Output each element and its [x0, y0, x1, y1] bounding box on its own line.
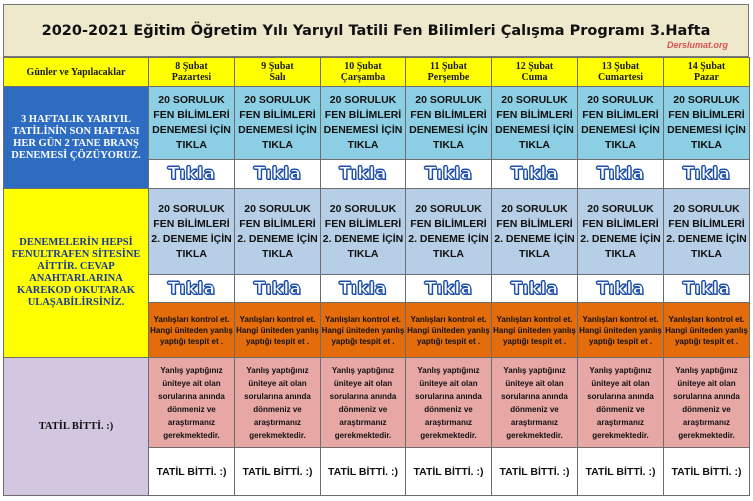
tikla-button[interactable]	[578, 160, 664, 189]
deneme2-link[interactable]: 20 SORULUK FEN BİLİMLERİ 2. DENEME İÇİN TIKLA	[321, 189, 406, 275]
day-header	[406, 58, 492, 87]
tekrar-note: Yanlış yaptığınız üniteye ait olan sorularına anında dönmeniz ve araştırmanız gerekmektedir.	[235, 358, 321, 448]
deneme2-link[interactable]: 20 SORULUK FEN BİLİMLERİ 2. DENEME İÇİN TIKLA	[664, 189, 750, 275]
corner-label: Günler ve Yapılacaklar	[4, 58, 149, 87]
deneme2-link[interactable]: 20 SORULUK FEN BİLİMLERİ 2. DENEME İÇİN TIKLA	[406, 189, 492, 275]
tatil-note: TATİL BİTTİ. :)	[664, 448, 750, 496]
schedule-sheet	[3, 4, 749, 497]
left-note-block3: TATİL BİTTİ. :)	[4, 358, 149, 496]
day-name: Cumartesi	[598, 72, 643, 83]
deneme2-row	[4, 189, 750, 275]
tikla-label: Tıkla	[167, 278, 216, 299]
tekrar-note: Yanlış yaptığınız üniteye ait olan sorularına anında dönmeniz ve araştırmanız gerekmektedir.	[321, 358, 406, 448]
deneme1-link[interactable]: 20 SORULUK FEN BİLİMLERİ DENEMESİ İÇİN TIKLA	[149, 87, 235, 160]
day-date: 12 Şubat	[515, 61, 554, 72]
day-name: Pazartesi	[171, 72, 212, 83]
kontrol-note: Yanlışları kontrol et. Hangi üniteden yanlış yaptığı tespit et .	[406, 303, 492, 358]
tikla-label: Tıkla	[253, 164, 302, 184]
tikla-label: Tıkla	[339, 278, 387, 299]
tatil-note: TATİL BİTTİ. :)	[235, 448, 321, 496]
header-row	[4, 58, 750, 87]
tikla-label: Tıkla	[596, 164, 645, 184]
tikla-button[interactable]	[149, 275, 235, 303]
tikla-label: Tıkla	[167, 164, 216, 184]
day-name: Çarşamba	[340, 72, 386, 83]
deneme1-link[interactable]: 20 SORULUK FEN BİLİMLERİ DENEMESİ İÇİN TIKLA	[406, 87, 492, 160]
kontrol-note: Yanlışları kontrol et. Hangi üniteden yanlış yaptığı tespit et .	[578, 303, 664, 358]
day-name: Perşembe	[427, 72, 470, 83]
deneme1-row	[4, 87, 750, 160]
tekrar-note: Yanlış yaptığınız üniteye ait olan sorularına anında dönmeniz ve araştırmanız gerekmektedir.	[492, 358, 578, 448]
deneme1-link[interactable]: 20 SORULUK FEN BİLİMLERİ DENEMESİ İÇİN TIKLA	[578, 87, 664, 160]
kontrol-note: Yanlışları kontrol et. Hangi üniteden yanlış yaptığı tespit et .	[149, 303, 235, 358]
tikla-label: Tıkla	[339, 164, 387, 184]
page-title	[3, 4, 749, 57]
day-date: 13 Şubat	[601, 61, 640, 72]
tikla-button[interactable]	[492, 160, 578, 189]
left-note-block2: DENEMELERİN HEPSİ FENULTRAFEN SİTESİNE AİTTİR. CEVAP ANAHTARLARINA KAREKOD OKUTARAK ULAŞABİLİRSİNİZ.	[4, 189, 149, 358]
kontrol-note: Yanlışları kontrol et. Hangi üniteden yanlış yaptığı tespit et .	[235, 303, 321, 358]
day-header	[578, 58, 664, 87]
tikla-label: Tıkla	[253, 278, 302, 299]
deneme1-link[interactable]: 20 SORULUK FEN BİLİMLERİ DENEMESİ İÇİN TIKLA	[321, 87, 406, 160]
tikla-label: Tıkla	[510, 164, 559, 184]
tekrar-note: Yanlış yaptığınız üniteye ait olan sorularına anında dönmeniz ve araştırmanız gerekmektedir.	[406, 358, 492, 448]
tekrar-row	[4, 358, 750, 448]
deneme2-link[interactable]: 20 SORULUK FEN BİLİMLERİ 2. DENEME İÇİN TIKLA	[235, 189, 321, 275]
title-text: 2020-2021 Eğitim Öğretim Yılı Yarıyıl Tatili Fen Bilimleri Çalışma Programı 3.Hafta	[41, 22, 711, 39]
tikla-button[interactable]	[492, 275, 578, 303]
tikla-button[interactable]	[664, 160, 750, 189]
tekrar-note: Yanlış yaptığınız üniteye ait olan sorularına anında dönmeniz ve araştırmanız gerekmektedir.	[578, 358, 664, 448]
tikla-button[interactable]	[664, 275, 750, 303]
deneme2-link[interactable]: 20 SORULUK FEN BİLİMLERİ 2. DENEME İÇİN TIKLA	[492, 189, 578, 275]
tikla-button[interactable]	[321, 160, 406, 189]
day-name: Cuma	[521, 72, 548, 83]
day-header	[492, 58, 578, 87]
deneme1-link[interactable]: 20 SORULUK FEN BİLİMLERİ DENEMESİ İÇİN TIKLA	[235, 87, 321, 160]
tatil-note: TATİL BİTTİ. :)	[578, 448, 664, 496]
day-name: Pazar	[694, 72, 719, 83]
tikla-button[interactable]	[321, 275, 406, 303]
deneme2-link[interactable]: 20 SORULUK FEN BİLİMLERİ 2. DENEME İÇİN TIKLA	[578, 189, 664, 275]
tikla-button[interactable]	[406, 160, 492, 189]
left-note-block1: 3 HAFTALIK YARIYIL TATİLİNİN SON HAFTASI HER GÜN 2 TANE BRANŞ DENEMESİ ÇÖZÜYORUZ.	[4, 87, 149, 189]
tikla-button[interactable]	[406, 275, 492, 303]
tatil-note: TATİL BİTTİ. :)	[149, 448, 235, 496]
day-name: Salı	[269, 72, 286, 83]
tekrar-note: Yanlış yaptığınız üniteye ait olan sorularına anında dönmeniz ve araştırmanız gerekmektedir.	[149, 358, 235, 448]
day-date: 10 Şubat	[344, 61, 382, 72]
tatil-note: TATİL BİTTİ. :)	[406, 448, 492, 496]
watermark: Derslumat.org	[666, 40, 728, 50]
tikla-label: Tıkla	[682, 164, 731, 184]
day-date: 8 Şubat	[175, 61, 208, 72]
tatil-note: TATİL BİTTİ. :)	[321, 448, 406, 496]
tekrar-note: Yanlış yaptığınız üniteye ait olan sorularına anında dönmeniz ve araştırmanız gerekmektedir.	[664, 358, 750, 448]
tikla-button[interactable]	[578, 275, 664, 303]
day-header	[149, 58, 235, 87]
day-header	[235, 58, 321, 87]
day-header	[321, 58, 406, 87]
tikla-label: Tıkla	[682, 278, 731, 299]
deneme2-link[interactable]: 20 SORULUK FEN BİLİMLERİ 2. DENEME İÇİN TIKLA	[149, 189, 235, 275]
tatil-note: TATİL BİTTİ. :)	[492, 448, 578, 496]
schedule-table	[3, 57, 750, 496]
tikla-label: Tıkla	[424, 164, 473, 184]
day-date: 9 Şubat	[261, 61, 294, 72]
tikla-label: Tıkla	[424, 278, 473, 299]
tikla-label: Tıkla	[510, 278, 559, 299]
tikla-button[interactable]	[235, 275, 321, 303]
day-header	[664, 58, 750, 87]
tikla-button[interactable]	[149, 160, 235, 189]
day-date: 11 Şubat	[430, 61, 467, 72]
kontrol-note: Yanlışları kontrol et. Hangi üniteden yanlış yaptığı tespit et .	[321, 303, 406, 358]
day-date: 14 Şubat	[687, 61, 726, 72]
deneme1-link[interactable]: 20 SORULUK FEN BİLİMLERİ DENEMESİ İÇİN TIKLA	[492, 87, 578, 160]
kontrol-note: Yanlışları kontrol et. Hangi üniteden yanlış yaptığı tespit et .	[664, 303, 750, 358]
kontrol-note: Yanlışları kontrol et. Hangi üniteden yanlış yaptığı tespit et .	[492, 303, 578, 358]
deneme1-link[interactable]: 20 SORULUK FEN BİLİMLERİ DENEMESİ İÇİN TIKLA	[664, 87, 750, 160]
tikla-button[interactable]	[235, 160, 321, 189]
tikla-label: Tıkla	[596, 278, 645, 299]
